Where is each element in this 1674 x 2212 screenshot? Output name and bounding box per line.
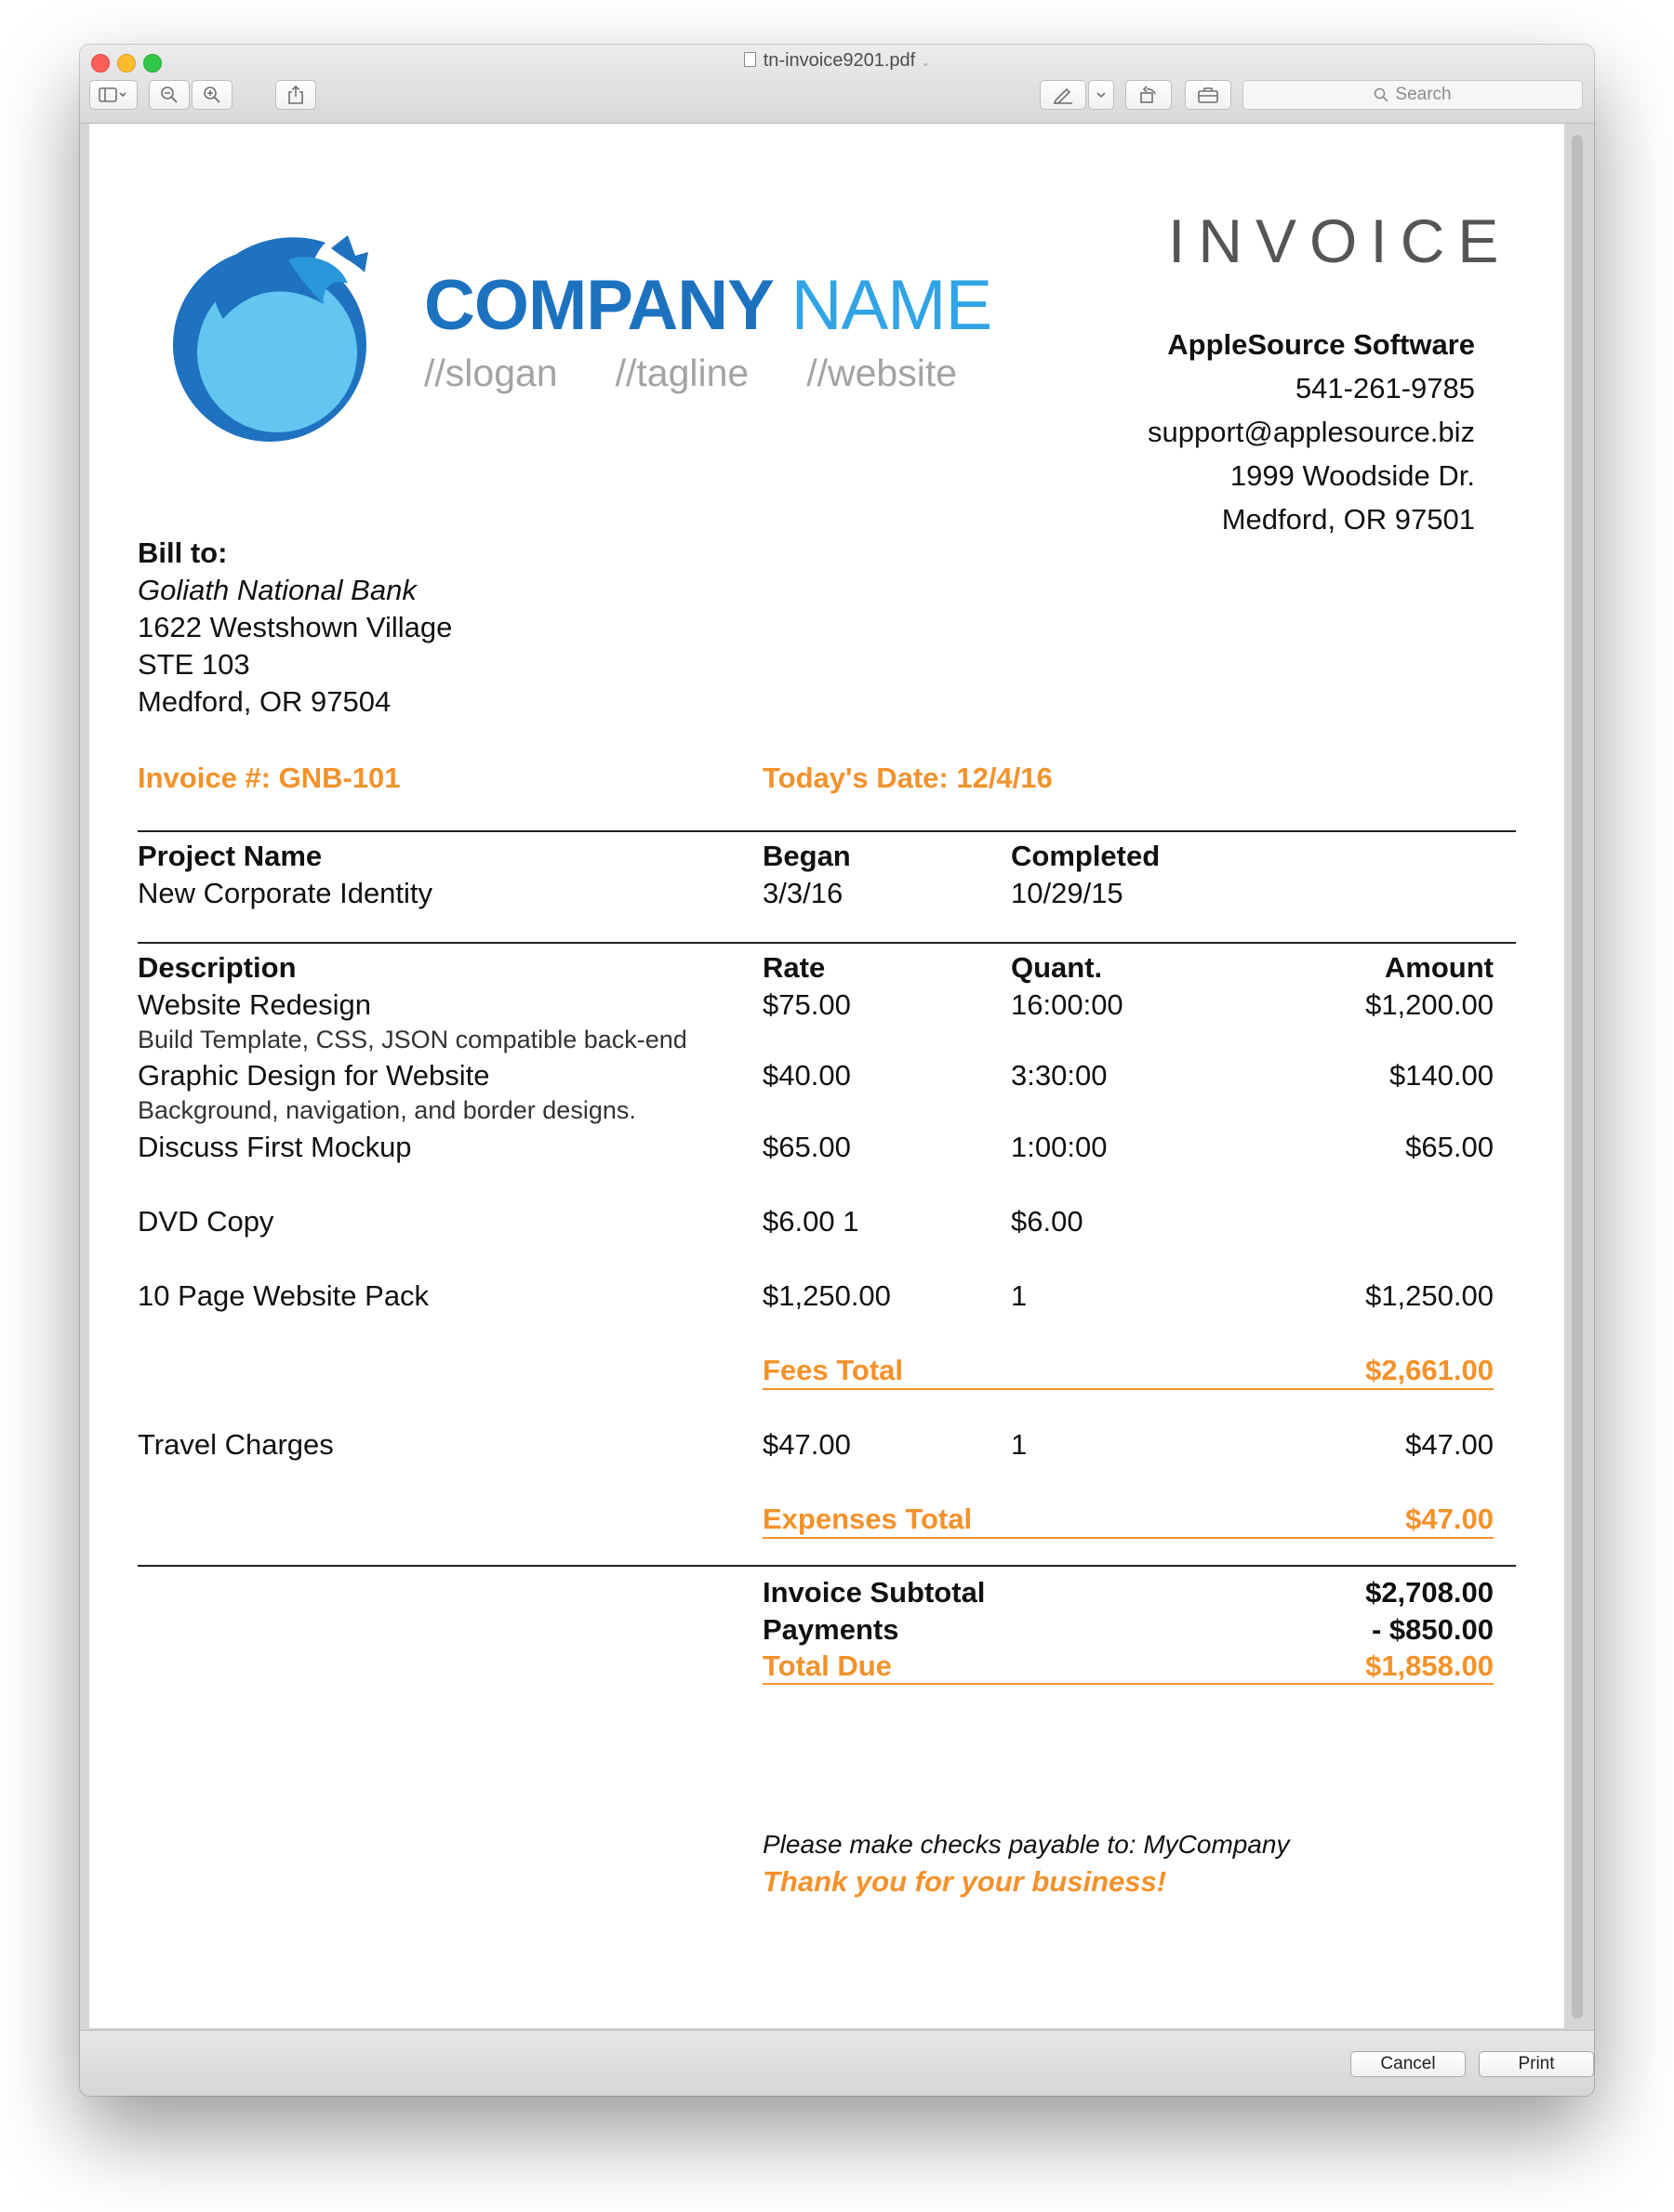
- thank-you-note: Thank you for your business!: [763, 1865, 1167, 1898]
- toolbox-icon: [1197, 86, 1219, 104]
- began-header: Began: [763, 840, 851, 872]
- invoice-number: Invoice #: GNB-101: [138, 762, 401, 794]
- item-amount: $1,200.00: [1365, 988, 1494, 1021]
- sender-address: [1148, 323, 1475, 541]
- logo-website: //website: [806, 351, 958, 394]
- item-description: Website Redesign: [138, 988, 372, 1021]
- vertical-scrollbar[interactable]: [1572, 135, 1583, 2019]
- company-logo-icon: [149, 215, 391, 447]
- item-quant: 3:30:00: [1011, 1059, 1108, 1092]
- item-description: 10 Page Website Pack: [138, 1279, 430, 1312]
- completed-header: Completed: [1011, 840, 1161, 872]
- logo-company-name: [424, 265, 991, 346]
- item-quant: 1: [1011, 1279, 1028, 1312]
- chevron-down-icon: ⌄: [921, 56, 931, 69]
- item-rate: $75.00: [763, 988, 851, 1021]
- checks-payable-note: Please make checks payable to: MyCompany: [763, 1830, 1290, 1859]
- item-amount: $140.00: [1388, 1059, 1494, 1092]
- invoice-date: Today's Date: 12/4/16: [763, 762, 1053, 794]
- document-viewport: [80, 124, 1594, 2030]
- sender-phone: 541-261-9785: [1295, 372, 1475, 404]
- total-due-label: Total Due: [763, 1649, 892, 1682]
- item-rate: $40.00: [763, 1059, 851, 1092]
- expenses-total-underline: [763, 1537, 1494, 1539]
- quant-header: Quant.: [1011, 951, 1103, 984]
- item-detail: Build Template, CSS, JSON compatible back-end: [138, 1026, 687, 1053]
- expenses-total-label: Expenses Total: [763, 1503, 973, 1535]
- preview-window: [80, 45, 1594, 2096]
- expense-description: Travel Charges: [138, 1428, 334, 1461]
- item-amount: $1,250.00: [1365, 1279, 1494, 1312]
- fees-total-underline: [763, 1388, 1494, 1390]
- sidebar-toggle-button[interactable]: [89, 80, 138, 110]
- payments-label: Payments: [763, 1613, 899, 1646]
- search-field[interactable]: [1242, 80, 1583, 110]
- logo-name-part2: NAME: [790, 266, 992, 345]
- cancel-button[interactable]: Cancel: [1350, 2051, 1466, 2077]
- markup-button[interactable]: [1040, 80, 1086, 110]
- subtotal-label: Invoice Subtotal: [763, 1576, 986, 1609]
- chevron-down-icon: [1096, 90, 1107, 99]
- project-name: New Corporate Identity: [138, 877, 433, 909]
- total-due-value: $1,858.00: [1365, 1649, 1494, 1682]
- item-description: DVD Copy: [138, 1205, 274, 1238]
- toolbox-button[interactable]: [1185, 80, 1231, 110]
- item-detail: Background, navigation, and border designs.: [138, 1096, 636, 1124]
- item-description: Discuss First Mockup: [138, 1131, 412, 1163]
- rotate-icon: [1138, 85, 1159, 105]
- zoom-in-button[interactable]: [192, 80, 232, 110]
- search-icon: [1374, 87, 1388, 102]
- item-rate: $65.00: [763, 1131, 851, 1163]
- description-header: Description: [138, 951, 297, 984]
- logo-slogan: //slogan: [424, 351, 558, 394]
- zoom-out-icon: [160, 86, 179, 104]
- zoom-out-button[interactable]: [149, 80, 190, 110]
- pdf-page: [89, 124, 1564, 2028]
- invoice-heading: INVOICE: [1168, 206, 1512, 275]
- sidebar-icon: [99, 86, 128, 103]
- bill-to-label: Bill to:: [138, 536, 228, 569]
- zoom-in-icon: [203, 86, 221, 104]
- item-quant: $6.00: [1011, 1205, 1083, 1238]
- item-quant: 1:00:00: [1011, 1131, 1108, 1163]
- logo-name-part1: COMPANY: [424, 266, 773, 345]
- bill-to-name: Goliath National Bank: [138, 574, 417, 606]
- markup-menu-button[interactable]: [1088, 80, 1114, 110]
- fees-total-label: Fees Total: [763, 1354, 904, 1386]
- search-placeholder: Search: [1395, 85, 1452, 104]
- bill-to-block: [138, 535, 452, 721]
- expense-quant: 1: [1011, 1428, 1028, 1461]
- rotate-button[interactable]: [1125, 80, 1172, 110]
- subtotal-value: $2,708.00: [1365, 1576, 1494, 1609]
- logo-tagline: //tagline: [615, 351, 750, 394]
- expense-amount: $47.00: [1405, 1428, 1494, 1461]
- item-amount: $65.00: [1405, 1131, 1494, 1163]
- bill-to-line1: 1622 Westshown Village: [138, 611, 453, 643]
- bill-to-line3: Medford, OR 97504: [138, 685, 392, 718]
- expenses-total-value: $47.00: [1405, 1503, 1494, 1535]
- item-quant: 16:00:00: [1011, 988, 1123, 1021]
- fees-total-value: $2,661.00: [1365, 1354, 1494, 1386]
- item-description: Graphic Design for Website: [138, 1059, 490, 1092]
- title-bar: [80, 45, 1594, 124]
- share-button[interactable]: [275, 80, 316, 110]
- total-due-underline: [763, 1683, 1494, 1685]
- pen-icon: [1052, 86, 1074, 104]
- project-name-header: Project Name: [138, 840, 323, 872]
- payments-value: - $850.00: [1372, 1613, 1494, 1646]
- item-rate: $1,250.00: [763, 1279, 891, 1312]
- rate-header: Rate: [763, 951, 826, 984]
- logo-taglines: [424, 351, 1015, 395]
- document-title-text: tn-invoice9201.pdf: [763, 50, 916, 71]
- pdf-file-icon: [744, 52, 756, 67]
- bill-to-line2: STE 103: [138, 648, 250, 681]
- divider: [138, 830, 1516, 832]
- divider: [138, 942, 1516, 944]
- expense-rate: $47.00: [763, 1428, 851, 1461]
- share-icon: [287, 85, 304, 105]
- print-button[interactable]: Print: [1479, 2051, 1594, 2077]
- divider: [138, 1565, 1516, 1567]
- sender-name: AppleSource Software: [1167, 328, 1475, 361]
- print-footer-bar: [80, 2030, 1594, 2096]
- document-title[interactable]: [80, 50, 1594, 72]
- sender-address-line2: Medford, OR 97501: [1221, 503, 1475, 536]
- project-completed: 10/29/15: [1011, 877, 1123, 909]
- amount-header: Amount: [1384, 951, 1494, 984]
- project-began: 3/3/16: [763, 877, 844, 909]
- sender-address-line1: 1999 Woodside Dr.: [1229, 459, 1475, 492]
- sender-email: support@applesource.biz: [1147, 416, 1475, 448]
- item-rate: $6.00 1: [763, 1205, 859, 1238]
